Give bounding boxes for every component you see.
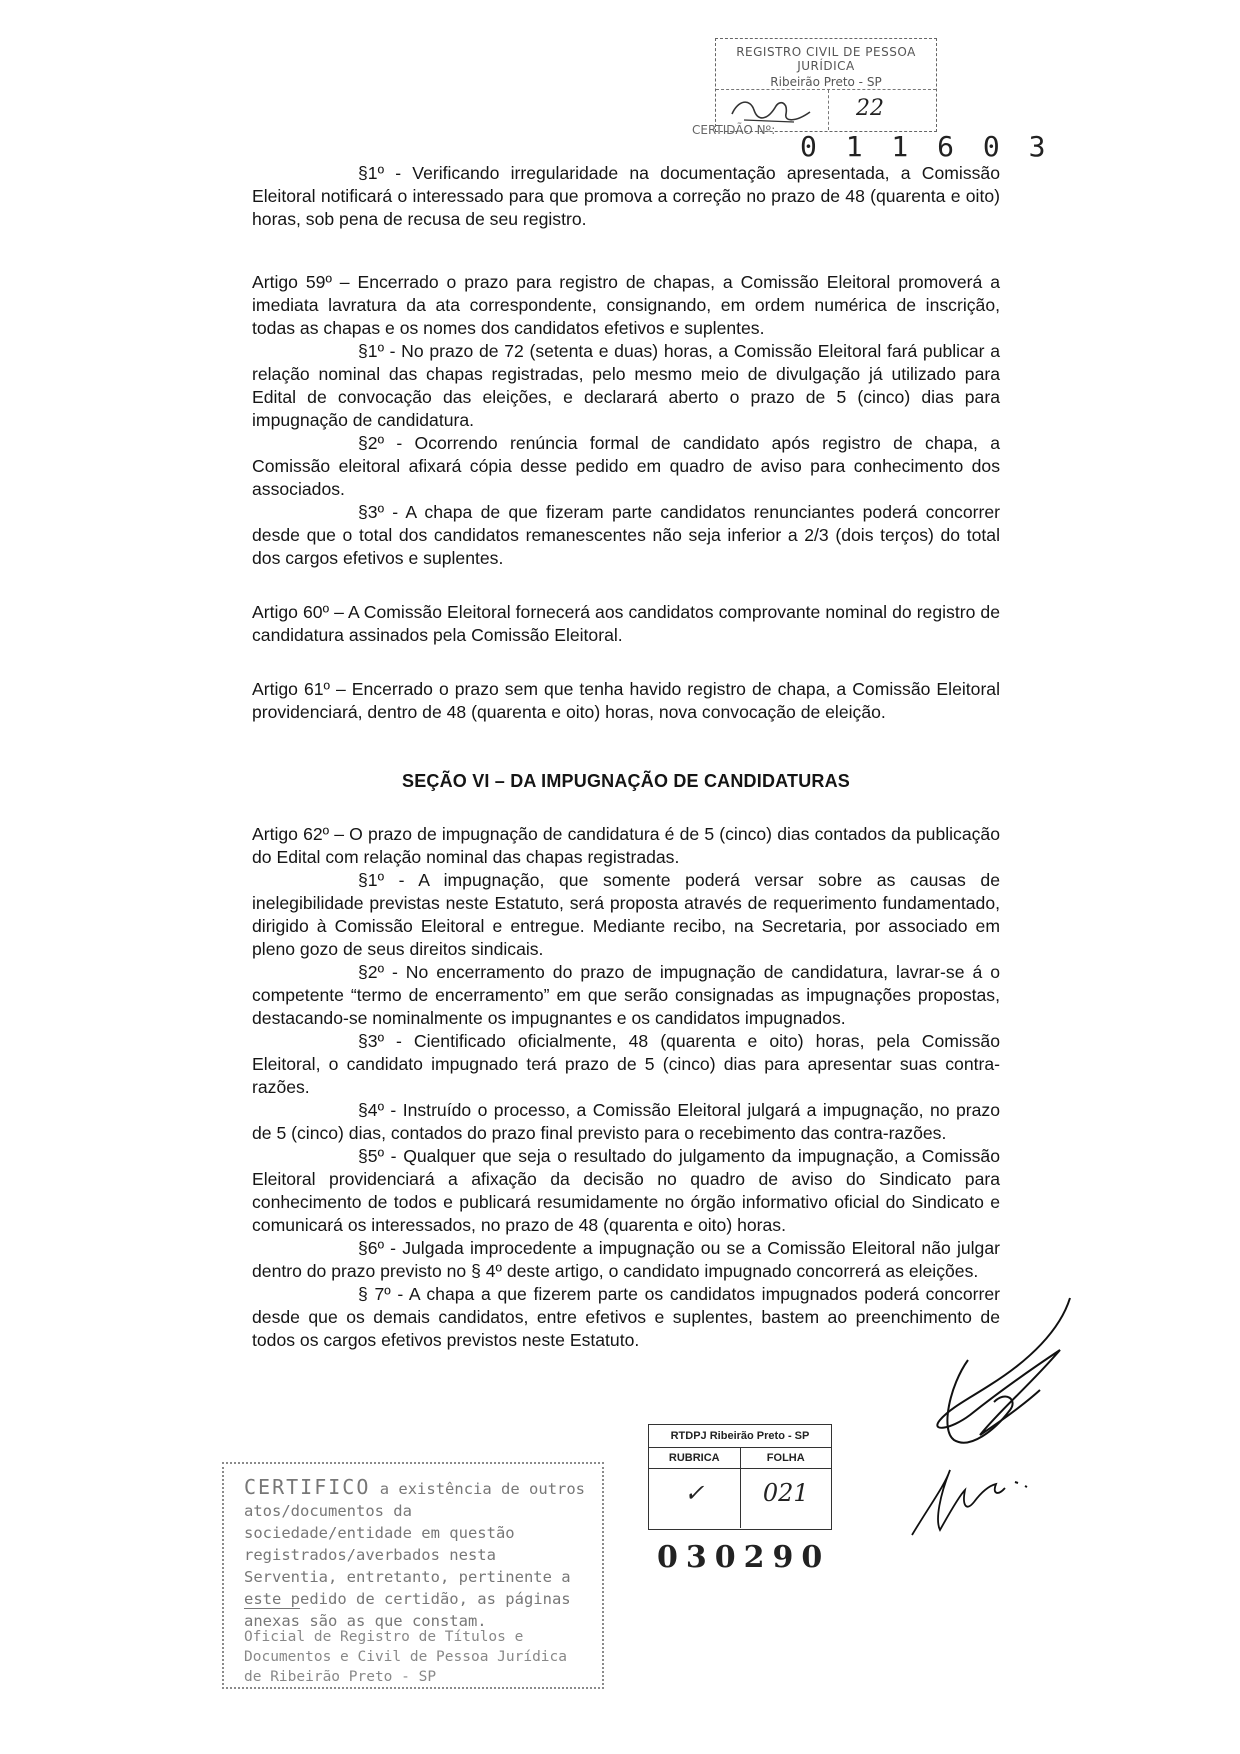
paragraph: §1º - Verificando irregularidade na documentação apresentada, a Comissão Eleitoral notificará o interessado para que promova a correção no prazo de 48 (quarenta e oito) horas, sob pena de recusa de seu registro. [252,163,1000,229]
document-body [252,162,1000,1352]
oficial-text: Oficial de Registro de Títulos e Documentos e Civil de Pessoa Jurídica de Ribeirão Preto - SP [244,1629,568,1685]
registry-stamp-line2: Ribeirão Preto - SP [770,75,882,89]
article-61: Artigo 61º – Encerrado o prazo sem que tenha havido registro de chapa, a Comissão Eleitoral providenciará, dentro de 48 (quarenta e oito) horas, nova convocação de eleição. [252,679,1000,722]
article-59: Artigo 59º – Encerrado o prazo para registro de chapas, a Comissão Eleitoral promoverá a imediata lavratura da ata correspondente, consignando, em ordem numérica de inscrição, todas as chapas e os nomes dos candidatos efetivos e suplentes. [252,272,1000,338]
paragraph: §2º - No encerramento do prazo de impugnação de candidatura, lavrar-se á o competente “termo de encerramento” em que serão consignadas as impugnações propostas, destacando-se nominalmente os impugnantes e os candidatos impugnados. [252,962,1000,1028]
paragraph: §2º - Ocorrendo renúncia formal de candidato após registro de chapa, a Comissão eleitoral afixará cópia desse pedido em quadro de aviso para conhecimento dos associados. [252,433,1000,499]
rtdpj-number: 030290 [657,1540,831,1575]
section-title: SEÇÃO VI – DA IMPUGNAÇÃO DE CANDIDATURAS [401,771,851,791]
certification-text: a existência de outros atos/documentos da sociedade/entidade em questão registrados/averbados nesta Serventia, entretanto, pertinente a este pedido de certidão, as páginas anexas são as que constam. [244,1480,586,1630]
paragraph: §1º - A impugnação, que somente poderá versar sobre as causas de inelegibilidade previstas neste Estatuto, será proposta através de requerimento fundamentado, dirigido à Comissão Eleitoral e entregue. Mediante recibo, na Secretaria, por associado em pleno gozo de seus direitos sindicais. [252,870,1000,959]
certification-stamp [222,1462,604,1689]
signature-icon [910,1290,1120,1560]
rtdpj-title: RTDPJ Ribeirão Preto - SP [649,1425,831,1448]
paragraph: §4º - Instruído o processo, a Comissão Eleitoral julgará a impugnação, no prazo de 5 (cinco) dias, contados do prazo final previsto para o recebimento das contra-razões. [252,1100,1000,1143]
paragraph: §3º - A chapa de que fizeram parte candidatos renunciantes poderá concorrer desde que o total dos candidatos remanescentes não seja inferior a 2/3 (dois terços) do total dos cargos efetivos e suplentes. [252,502,1000,568]
certidao-label: CERTIDÃO Nº: [692,123,776,137]
paragraph: §6º - Julgada improcedente a impugnação ou se a Comissão Eleitoral não julgar dentro do prazo previsto no § 4º deste artigo, o candidato impugnado concorrerá as eleições. [252,1238,1000,1281]
article-62: Artigo 62º – O prazo de impugnação de candidatura é de 5 (cinco) dias contados da publicação do Edital com relação nominal das chapas registradas. [252,824,1000,867]
registry-sheet-mark: 22 [856,96,884,121]
registry-stamp [715,38,937,132]
paragraph: §5º - Qualquer que seja o resultado do julgamento da impugnação, a Comissão Eleitoral providenciará a afixação da decisão no quadro de aviso do Sindicato para conhecimento de todos e publicará resumidamente no órgão informativo oficial do Sindicato e comunicará os interessados, no prazo de 48 (quarenta e oito) horas. [252,1146,1000,1235]
article-60: Artigo 60º – A Comissão Eleitoral fornecerá aos candidatos comprovante nominal do registro de candidatura assinados pela Comissão Eleitoral. [252,602,1000,645]
folha-cell [740,1448,832,1528]
paragraph: §3º - Cientificado oficialmente, 48 (quarenta e oito) horas, pela Comissão Eleitoral, o candidato impugnado terá prazo de 5 (cinco) dias para apresentar suas contra-razões. [252,1031,1000,1097]
certification-rule [244,1608,300,1609]
certifico-heading: CERTIFICO [244,1475,371,1499]
paragraph: §1º - No prazo de 72 (setenta e duas) horas, a Comissão Eleitoral fará publicar a relação nominal das chapas registradas, pelo mesmo meio de divulgação já utilizado para Edital de convocação das eleições, e declarará aberto o prazo de 5 (cinco) dias para impugnação de candidatura. [252,341,1000,430]
rtdpj-box [648,1424,832,1530]
rubrica-value: ✓ [684,1479,705,1507]
folha-value: 021 [762,1479,809,1507]
paragraph: § 7º - A chapa a que fizerem parte os candidatos impugnados poderá concorrer desde que os demais candidatos, entre efetivos e suplentes, bastem ao preenchimento de todos os cargos efetivos previstos neste Estatuto. [252,1284,1000,1350]
registry-stamp-divider [828,90,829,130]
folha-label: FOLHA [741,1448,832,1469]
rubrica-label: RUBRICA [649,1448,740,1469]
rubrica-cell [649,1448,740,1528]
certidao-number: 0 1 1 6 0 3 [800,130,1052,163]
registry-stamp-line1: REGISTRO CIVIL DE PESSOA JURÍDICA [736,45,916,73]
